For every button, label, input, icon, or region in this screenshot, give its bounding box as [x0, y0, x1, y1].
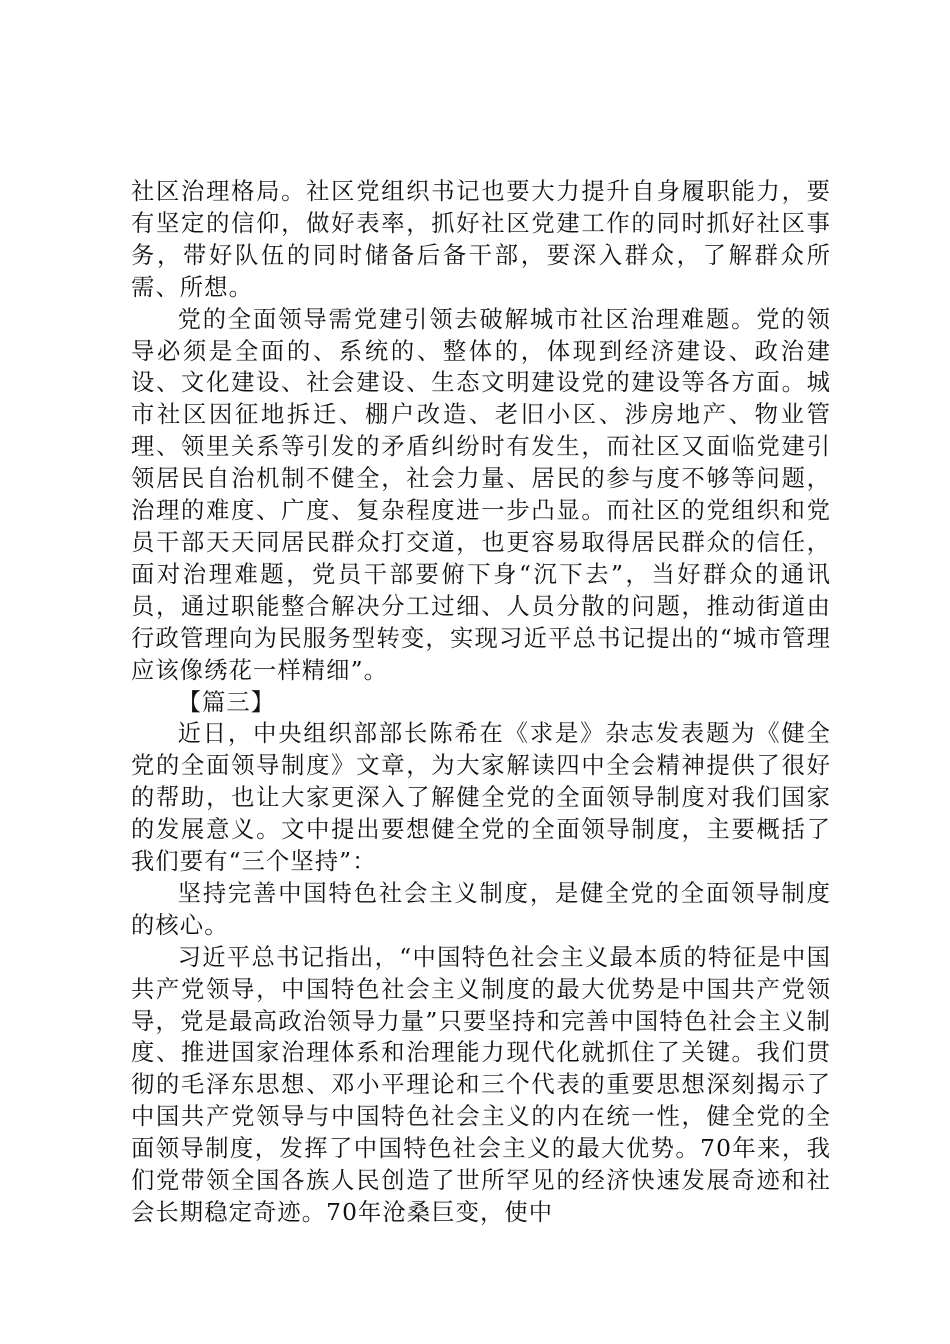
- paragraph-first-principle: 坚持完善中国特色社会主义制度，是健全党的全面领导制度的核心。: [131, 879, 831, 939]
- paragraph-article-intro: 近日，中央组织部部长陈希在《求是》杂志发表题为《健全党的全面领导制度》文章，为大家解读四中全会精神提供了很好的帮助，也让大家更深入了解健全党的全面领导制度对我们国家的发展意义。文中提出要想健全党的全面领导制度，主要概括了我们要有“三个坚持”：: [131, 720, 831, 876]
- paragraph-community-governance: 党的全面领导需党建引领去破解城市社区治理难题。党的领导必须是全面的、系统的、整体的，体现到经济建设、政治建设、文化建设、社会建设、生态文明建设党的建设等各方面。城市社区因征地拆迁、棚户改造、老旧小区、涉房地产、物业管理、领里关系等引发的矛盾纠纷时有发生，而社区又面临党建引领居民自治机制不健全，社会力量、居民的参与度不够等问题，治理的难度、广度、复杂程度进一步凸显。而社区的党组织和党员干部天天同居民群众打交道，也更容易取得居民群众的信任，面对治理难题，党员干部要俯下身“沉下去”，当好群众的通讯员，通过职能整合解决分工过细、人员分散的问题，推动街道由行政管理向为民服务型转变，实现习近平总书记提出的“城市管理应该像绣花一样精细”。: [131, 305, 831, 684]
- section-heading-part-three: 【篇三】: [177, 688, 276, 716]
- document-body: [131, 176, 831, 1229]
- paragraph-continued: 社区治理格局。社区党组织书记也要大力提升自身履职能力，要有坚定的信仰，做好表率，抓好社区党建工作的同时抓好社区事务，带好队伍的同时储备后备干部，要深入群众，了解群众所需、所想。: [131, 178, 831, 301]
- paragraph-xi-quote: 习近平总书记指出，“中国特色社会主义最本质的特征是中国共产党领导，中国特色社会主义制度的最大优势是中国共产党领导，党是最高政治领导力量”只要坚持和完善中国特色社会主义制度、推进国家治理体系和治理能力现代化就抓住了关键。我们贯彻的毛泽东思想、邓小平理论和三个代表的重要思想深刻揭示了中国共产党领导与中国特色社会主义的内在统一性，健全党的全面领导制度，发挥了中国特色社会主义的最大优势。70年来，我们党带领全国各族人民创造了世所罕见的经济快速发展奇迹和社会长期稳定奇迹。70年沧桑巨变，使中: [131, 943, 831, 1226]
